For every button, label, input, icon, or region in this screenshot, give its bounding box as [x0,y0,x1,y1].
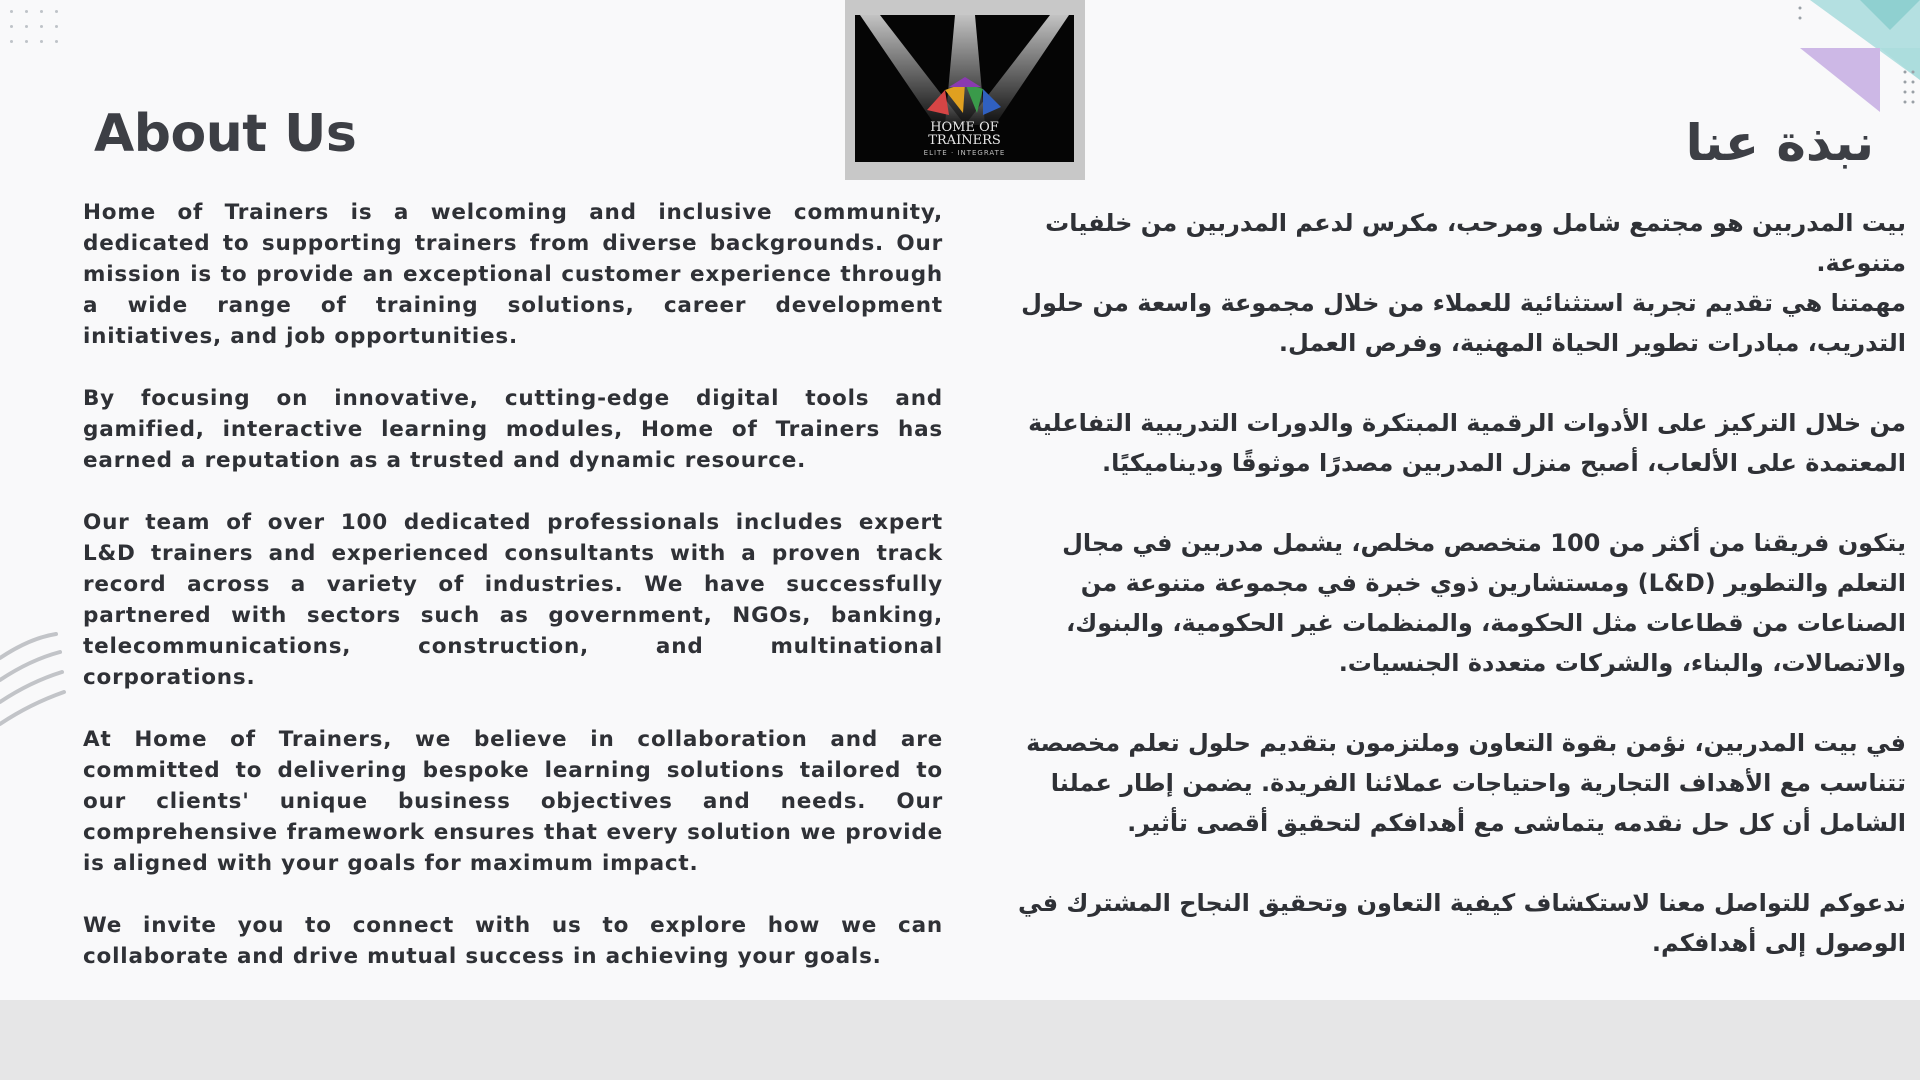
paragraph-en-1: Home of Trainers is a welcoming and inclusive community, dedicated to supporting trainers from diverse backgrounds. Our mission is to provide an exceptional customer experience through a wide range of training solutions, career development initiatives, and job opportunities. [83,200,943,349]
company-logo [845,0,1085,180]
logo-tagline: ELITE · INTEGRATE [923,149,1006,157]
paragraph-ar-5: ندعوكم للتواصل معنا لاستكشاف كيفية التعاون وتحقيق النجاح المشترك في الوصول إلى أهدافكم. [1018,889,1906,957]
bottom-band [0,1000,1920,1080]
dot-grid-top-left [10,10,55,45]
wave-lines-icon [0,628,70,738]
logo-wordmark [855,121,1074,147]
paragraph-ar-1: بيت المدربين هو مجتمع شامل ومرحب، مكرس لدعم المدربين من خلفيات متنوعة. مهمتنا هي تقديم تجربة استثنائية للعملاء من خلال مجموعة واسعة من حلول التدريب، مبادرات تطوير الحياة المهنية، وفرص العمل. [1021,209,1906,357]
paragraph-ar-2: من خلال التركيز على الأدوات الرقمية المبتكرة والدورات التدريبية التفاعلية المعتمدة على الألعاب، أصبح منزل المدربين مصدرًا موثوقًا وديناميكيًا. [1028,409,1906,477]
body-arabic [1006,203,1906,1000]
body-english [83,197,943,1000]
geometric-triangles-icon [1770,0,1920,120]
paragraph-en-4: At Home of Trainers, we believe in collaboration and are committed to delivering bespoke learning solutions tailored to our clients' unique business objectives and needs. Our comprehensive framework ensures that every solution we provide is aligned with your goals for maximum impact. [83,727,943,876]
paragraph-ar-3: يتكون فريقنا من أكثر من 100 متخصص مخلص، يشمل مدربين في مجال التعلم والتطوير (L&D) ومستشارين ذوي خبرة في مجموعة متنوعة من الصناعات من قطاعات مثل الحكومة، والمنظمات غير الحكومية، والبنوك، والاتصالات، والبناء، والشركات متعددة الجنسيات. [1062,529,1906,677]
logo-line-1: HOME OF [930,120,999,135]
paragraph-en-2: By focusing on innovative, cutting-edge digital tools and gamified, interactive learning modules, Home of Trainers has earned a reputation as a trusted and dynamic resource. [83,386,943,473]
title-arabic: نبذة عنا [1685,114,1874,172]
logo-line-2: TRAINERS [928,133,1001,148]
paragraph-en-5: We invite you to connect with us to explore how we can collaborate and drive mutual success in achieving your goals. [83,913,943,969]
paragraph-ar-4: في بيت المدربين، نؤمن بقوة التعاون وملتزمون بتقديم حلول تعلم مخصصة تتناسب مع الأهداف التجارية واحتياجات عملائنا الفريدة. يضمن إطار عملنا الشامل أن كل حل نقدمه يتماشى مع أهدافكم لتحقيق أقصى تأثير. [1026,729,1906,837]
paragraph-en-3: Our team of over 100 dedicated professionals includes expert L&D trainers and experienced consultants with a proven track record across a variety of industries. We have successfully partnered with sectors such as government, NGOs, banking, telecommunications, construction, and multinational corporations. [83,510,943,690]
logo-image [855,15,1074,162]
title-english: About Us [94,104,357,164]
